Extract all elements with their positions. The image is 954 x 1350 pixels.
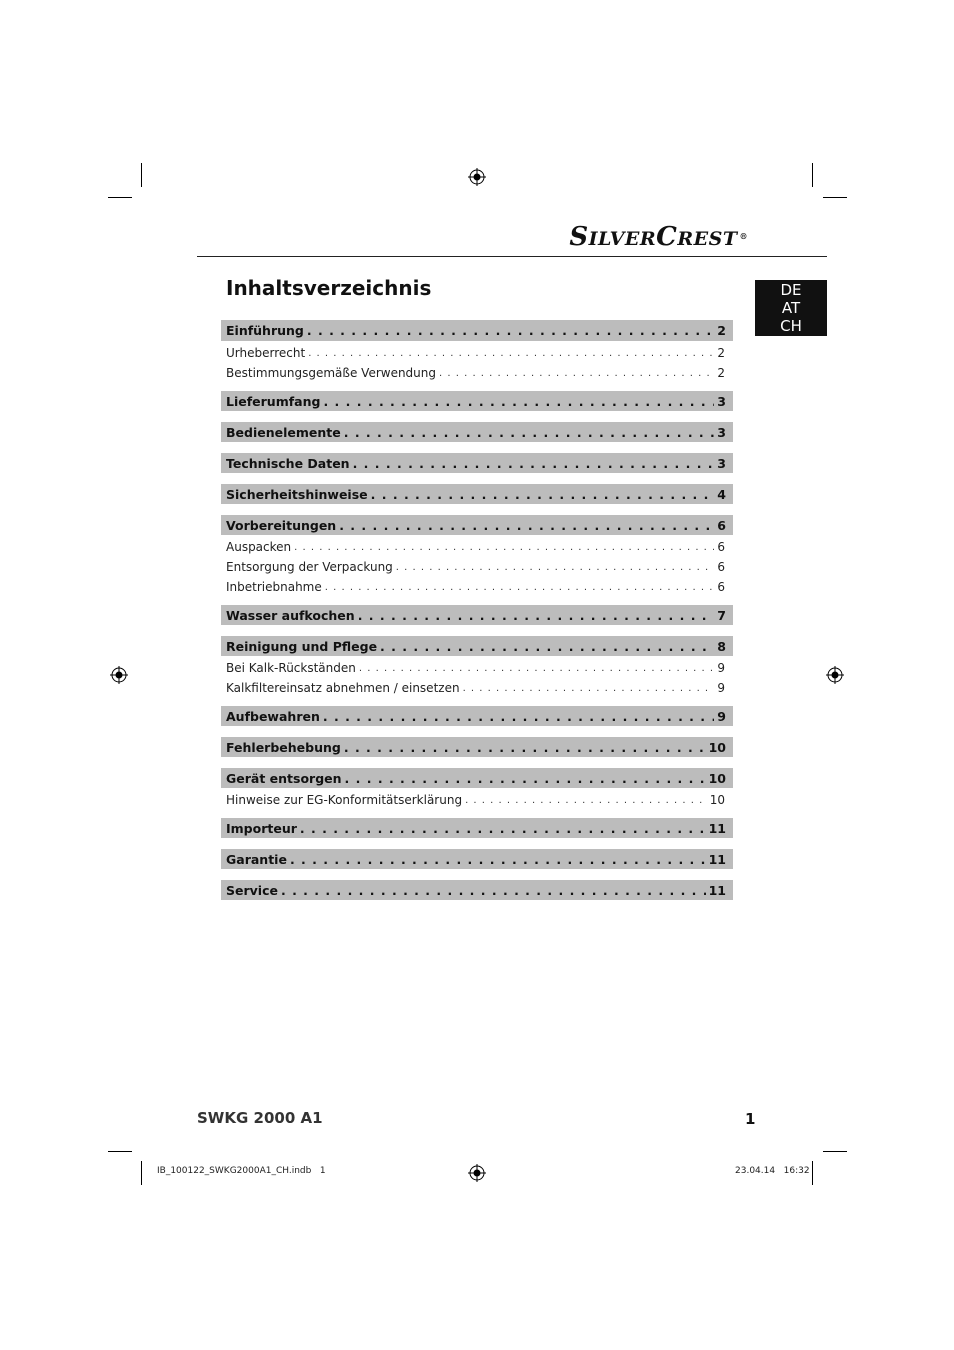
trademark-symbol: ®: [739, 230, 748, 241]
toc-leader: [339, 518, 714, 533]
toc-subentry[interactable]: [221, 537, 733, 557]
toc-page-number: 3: [717, 393, 726, 409]
toc-subentry[interactable]: [221, 557, 733, 577]
toc-section-aufbewahren[interactable]: [221, 706, 733, 726]
toc-leader: [359, 663, 714, 674]
toc-entry-label: Bedienelemente: [226, 424, 341, 440]
toc-leader: [345, 771, 706, 786]
toc-subentry[interactable]: [221, 363, 733, 383]
brand-logo-text: C: [656, 222, 678, 252]
crop-mark: [823, 197, 847, 198]
toc-section-vorbereitungen[interactable]: [221, 515, 733, 535]
toc-section-geraet-entsorgen[interactable]: [221, 768, 733, 788]
page-number: 1: [745, 1110, 756, 1128]
header-divider: [197, 256, 827, 257]
toc-page-number: 10: [709, 793, 725, 807]
crop-mark: [141, 163, 142, 187]
toc-page-number: 10: [708, 739, 726, 755]
toc-leader: [358, 608, 715, 623]
brand-logo-text: REST: [677, 228, 738, 250]
toc-page-number: 4: [717, 486, 726, 502]
toc-entry-label: Bei Kalk-Rückständen: [226, 661, 356, 675]
toc-page-number: 9: [717, 708, 726, 724]
brand-logo: [569, 222, 748, 252]
crop-mark: [141, 1161, 142, 1185]
toc-entry-label: Fehlerbehebung: [226, 739, 341, 755]
toc-entry-label: Bestimmungsgemäße Verwendung: [226, 366, 437, 380]
toc-entry-label: Hinweise zur EG-Konformitätserklärung: [226, 793, 463, 807]
file-slug: IB_100122_SWKG2000A1_CH.indb 1: [157, 1166, 326, 1176]
crop-mark: [823, 1151, 847, 1152]
toc-page-number: 2: [717, 366, 725, 380]
toc-section-technische-daten[interactable]: [221, 453, 733, 473]
toc-leader: [463, 683, 715, 694]
toc-leader: [439, 368, 714, 379]
toc-page-number: 7: [717, 607, 726, 623]
toc-section-sicherheitshinweise[interactable]: [221, 484, 733, 504]
toc-section-importeur[interactable]: [221, 818, 733, 838]
table-of-contents: [221, 320, 733, 900]
toc-page-number: 3: [717, 424, 726, 440]
toc-leader: [290, 852, 706, 867]
toc-leader: [300, 821, 706, 836]
registration-mark-icon: [468, 1164, 486, 1182]
toc-entry-label: Reinigung und Pflege: [226, 638, 378, 654]
language-tab: [755, 280, 827, 336]
toc-section-einfuehrung[interactable]: [221, 320, 733, 341]
toc-leader: [323, 394, 714, 409]
toc-leader: [281, 883, 706, 898]
toc-entry-label: Sicherheitshinweise: [226, 486, 368, 502]
toc-page-number: 11: [708, 882, 726, 898]
toc-page-number: 11: [708, 820, 726, 836]
toc-entry-label: Lieferumfang: [226, 393, 321, 409]
toc-entry-label: Garantie: [226, 851, 287, 867]
toc-leader: [308, 348, 714, 359]
toc-entry-label: Kalkfiltereinsatz abnehmen / einsetzen: [226, 681, 460, 695]
toc-page-number: 2: [717, 346, 725, 360]
toc-subentry[interactable]: [221, 343, 733, 363]
toc-section-lieferumfang[interactable]: [221, 391, 733, 411]
toc-entry-label: Wasser aufkochen: [226, 607, 355, 623]
crop-mark: [812, 1161, 813, 1185]
toc-page-number: 2: [717, 323, 726, 338]
toc-page-number: 6: [717, 540, 725, 554]
toc-entry-label: Auspacken: [226, 540, 292, 554]
toc-entry-label: Service: [226, 882, 278, 898]
toc-subentry[interactable]: [221, 577, 733, 597]
toc-leader: [294, 542, 714, 553]
toc-page-number: 3: [717, 455, 726, 471]
toc-page-number: 11: [708, 851, 726, 867]
toc-page-number: 10: [708, 770, 726, 786]
toc-subentry[interactable]: [221, 658, 733, 678]
toc-leader: [344, 740, 706, 755]
toc-section-reinigung-und-pflege[interactable]: [221, 636, 733, 656]
crop-mark: [108, 197, 132, 198]
toc-leader: [325, 582, 715, 593]
registration-mark-icon: [110, 666, 128, 684]
toc-page-number: 6: [717, 580, 725, 594]
toc-subentry[interactable]: [221, 678, 733, 698]
toc-entry-label: Technische Daten: [226, 455, 350, 471]
toc-leader: [344, 425, 715, 440]
toc-leader: [353, 456, 715, 471]
model-number: SWKG 2000 A1: [197, 1109, 323, 1127]
toc-entry-label: Einführung: [226, 323, 304, 338]
toc-section-bedienelemente[interactable]: [221, 422, 733, 442]
toc-leader: [396, 562, 715, 573]
toc-section-service[interactable]: [221, 880, 733, 900]
toc-entry-label: Urheberrecht: [226, 346, 306, 360]
toc-page-number: 6: [717, 560, 725, 574]
registration-mark-icon: [468, 168, 486, 186]
toc-section-garantie[interactable]: [221, 849, 733, 869]
toc-entry-label: Vorbereitungen: [226, 517, 337, 533]
brand-logo-text: ILVER: [588, 228, 657, 250]
toc-entry-label: Inbetriebnahme: [226, 580, 322, 594]
toc-page-number: 6: [717, 517, 726, 533]
toc-entry-label: Gerät entsorgen: [226, 770, 342, 786]
language-code: AT: [781, 299, 801, 317]
crop-mark: [812, 163, 813, 187]
language-code: CH: [780, 317, 802, 335]
toc-page-number: 8: [717, 638, 726, 654]
crop-mark: [108, 1151, 132, 1152]
toc-section-fehlerbehebung[interactable]: [221, 737, 733, 757]
language-code: DE: [780, 281, 802, 299]
toc-entry-label: Entsorgung der Verpackung: [226, 560, 393, 574]
toc-leader: [307, 323, 714, 338]
toc-leader: [465, 795, 707, 806]
page-title: Inhaltsverzeichnis: [226, 276, 432, 300]
date-slug: 23.04.14 16:32: [735, 1166, 810, 1176]
toc-entry-label: Importeur: [226, 820, 297, 836]
toc-section-wasser-aufkochen[interactable]: [221, 605, 733, 625]
toc-leader: [380, 639, 714, 654]
brand-logo-text: S: [569, 222, 589, 252]
toc-entry-label: Aufbewahren: [226, 708, 320, 724]
toc-leader: [323, 709, 714, 724]
toc-page-number: 9: [717, 661, 725, 675]
toc-leader: [371, 487, 715, 502]
toc-subentry[interactable]: [221, 790, 733, 810]
registration-mark-icon: [826, 666, 844, 684]
toc-page-number: 9: [717, 681, 725, 695]
